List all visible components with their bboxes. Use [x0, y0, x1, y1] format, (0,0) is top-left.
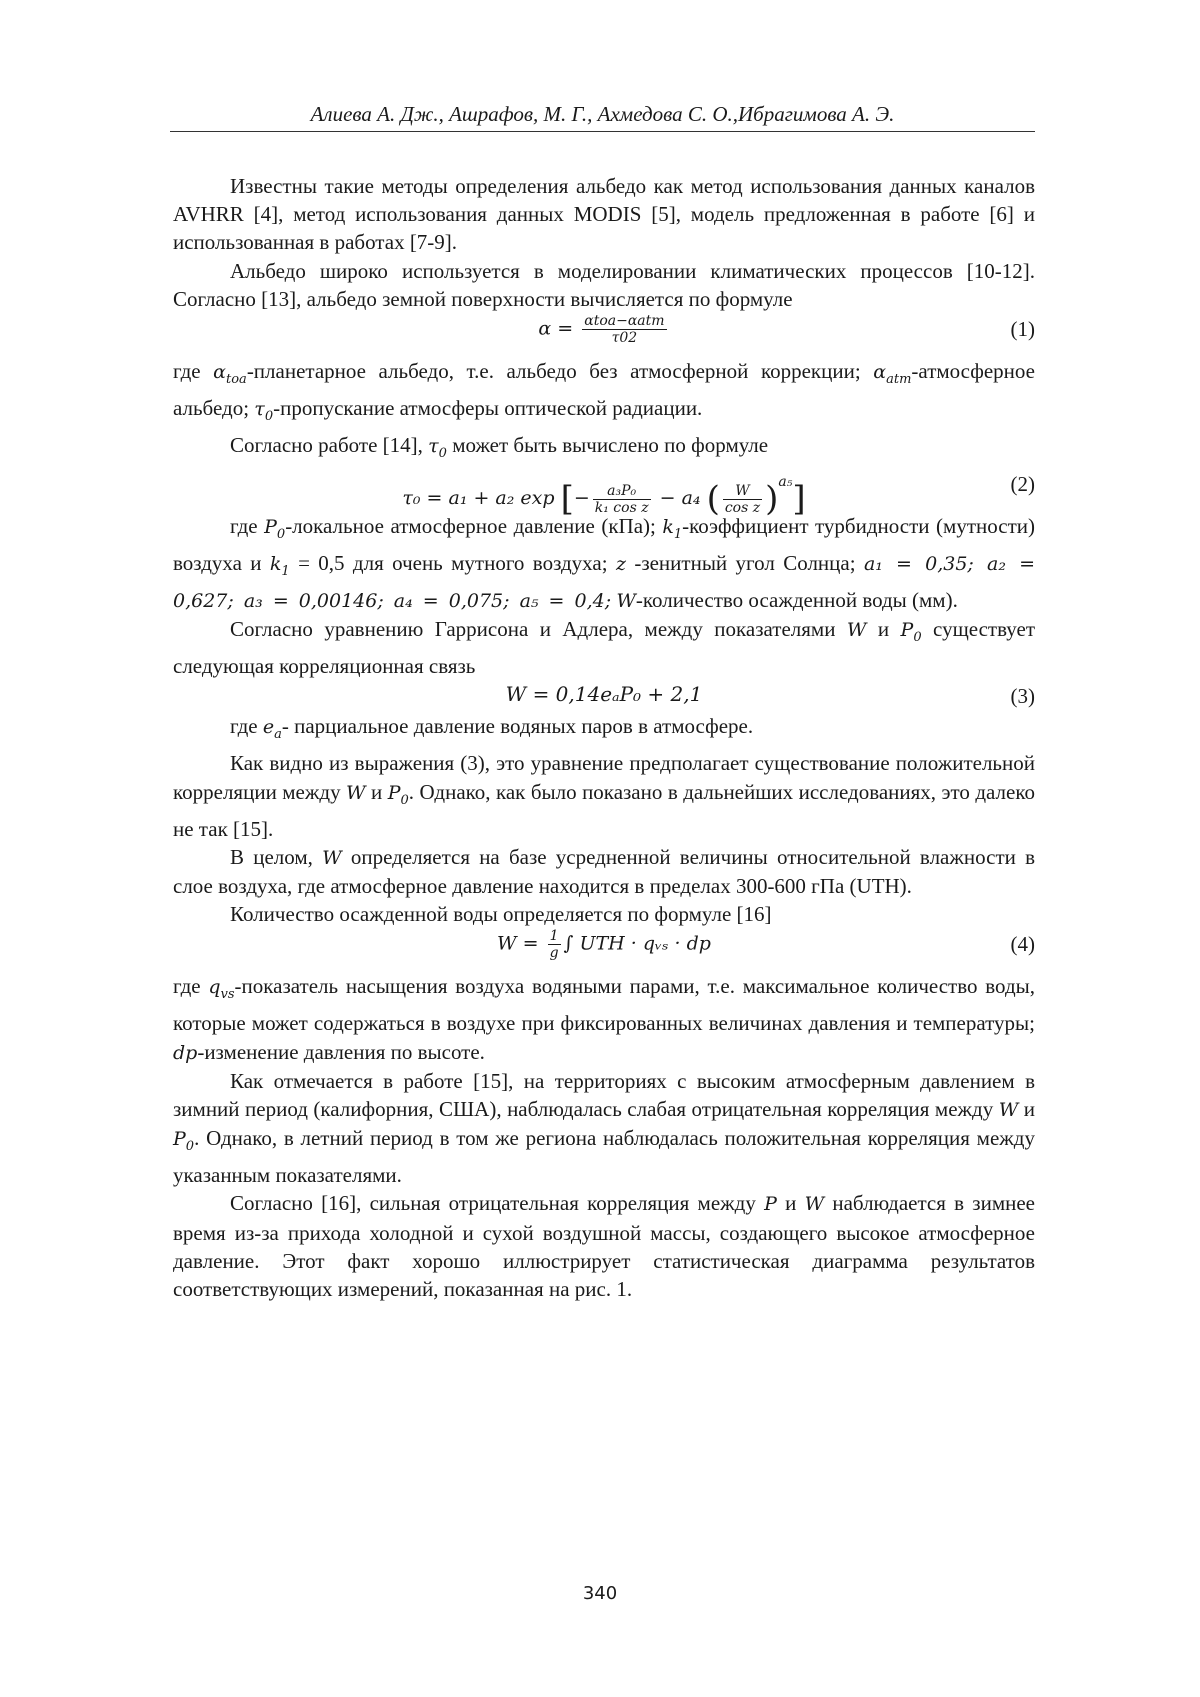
- equation-4-rhs: ∫ UTH · qᵥₛ · dp: [563, 932, 711, 955]
- paragraph-5-text: -зенитный угол Солнца;: [625, 551, 864, 576]
- symbol-alpha-atm: [873, 361, 912, 387]
- paragraph-11-text: -показатель насыщения воздуха водяными парами, т.е. максимальное количество воды, которые может содержаться в воздухе при фиксированных величинах давления и температуры;: [173, 974, 1035, 1036]
- paragraph-12-text: . Однако, в летний период в том же региона наблюдалась положительная корреляция между указанным показателями.: [173, 1126, 1035, 1188]
- symbol-p-0: [387, 781, 409, 808]
- equation-2-fraction-2: [723, 483, 762, 516]
- symbol-k-1-base: k: [269, 553, 282, 576]
- symbol-k-1-sub: 1: [281, 563, 290, 579]
- page-body: [173, 172, 1035, 1303]
- paragraph-3-text: -атмосферное альбедо;: [173, 359, 1036, 421]
- paragraph-8: [173, 749, 1035, 842]
- equation-1-formula: [538, 313, 669, 346]
- paragraph-11-text: -изменение давления по высоте.: [197, 1039, 485, 1064]
- paragraph-5-text: где: [230, 514, 265, 539]
- minus-sign: −: [573, 487, 590, 510]
- paragraph-11-text: где: [173, 974, 209, 999]
- equation-2-fraction-1-numerator: a₃P₀: [593, 483, 651, 500]
- paragraph-13-text: и: [776, 1191, 805, 1216]
- symbol-w: W: [804, 1193, 825, 1216]
- equation-1: [173, 313, 1035, 357]
- equation-4-fraction-denominator: g: [549, 945, 559, 962]
- symbol-p-0-sub: 0: [400, 792, 409, 808]
- symbol-k-1-base: k: [662, 516, 674, 539]
- right-paren: ): [765, 479, 779, 520]
- equation-4-number: (4): [1010, 932, 1035, 957]
- symbol-alpha-atm-sub: atm: [886, 371, 912, 387]
- symbol-k-1-sub: 1: [673, 526, 683, 542]
- symbol-w: W: [846, 619, 867, 642]
- equation-4-fraction: [548, 928, 561, 961]
- paragraph-5: [173, 512, 1035, 615]
- equation-2-lhs: τ₀ = a₁ + a₂ exp: [402, 487, 561, 510]
- running-header: Алиева А. Дж., Ашрафов, М. Г., Ахмедова С. О.,Ибрагимова А. Э.: [310, 102, 895, 126]
- paragraph-10: Количество осажденной воды определяется по формуле [16]: [230, 902, 772, 927]
- paragraph-5-text: -количество осажденной воды (мм).: [635, 588, 958, 613]
- symbol-e-a: [262, 716, 282, 743]
- symbol-p-0: [264, 516, 286, 542]
- equation-2-exponent: a₅: [778, 474, 793, 491]
- paragraph-7: [173, 712, 1035, 749]
- paragraph-4-text: может быть вычислено по формуле: [446, 433, 769, 458]
- equation-1-lhs: α =: [538, 317, 580, 340]
- equation-2-middle: − a₄: [653, 487, 707, 510]
- symbol-dp: dp: [173, 1041, 198, 1064]
- paragraph-7-text: где: [230, 714, 263, 739]
- paragraph-12-text: и: [1018, 1097, 1035, 1122]
- symbol-p-0-base: P: [264, 516, 277, 539]
- page-number: 340: [582, 1583, 618, 1604]
- symbol-p-0-base: P: [900, 619, 914, 642]
- paragraph-12-text: Как отмечается в работе [15], на территориях с высоким атмосферным давлением в зимний период (калифорния, США), наблюдалась слабая отрицательная корреляция между: [173, 1068, 1035, 1122]
- equation-4-lhs: W =: [497, 932, 545, 955]
- symbol-p-0: [173, 1128, 195, 1155]
- right-bracket: ]: [792, 479, 806, 520]
- paragraph-4: [173, 431, 1035, 468]
- paragraph-8-text: и: [365, 779, 388, 804]
- symbol-alpha-toa-sub: toa: [226, 371, 247, 387]
- symbol-tau-0-base: τ: [254, 398, 265, 421]
- symbol-z: z: [615, 553, 626, 576]
- paragraph-2: Альбедо широко используется в моделировании климатических процессов [10-12]. Согласно [13], альбедо земной поверхности вычисляется по формуле: [173, 258, 1035, 311]
- equation-4: [173, 928, 1035, 972]
- paragraph-6: [173, 615, 1035, 680]
- symbol-alpha-atm-base: α: [873, 361, 887, 384]
- paragraph-5-text: = 0,5 для очень мутного воздуха;: [289, 551, 616, 576]
- equation-2-fraction-1-denominator: k₁ cos z: [594, 499, 649, 516]
- paragraph-11: [173, 972, 1035, 1066]
- coefficient-values: a₁ = 0,35; a₂ = 0,627; a₃ = 0,00146; a₄ = 0,075; a₅ = 0,4;: [173, 553, 1036, 613]
- paragraph-8-text: Как видно из выражения (3), это уравнение предполагает существование положительной корреляции между: [173, 751, 1035, 804]
- paragraph-13: [173, 1189, 1035, 1303]
- symbol-tau-0-sub: 0: [438, 445, 447, 461]
- symbol-q-vs-base: q: [208, 976, 221, 999]
- equation-2-formula: [402, 468, 806, 520]
- paragraph-13-text: наблюдается в зимнее время из-за прихода холодной и сухой воздушной массы, создающего высокое атмосферное давление. Этот факт хорошо иллюстрирует статистическая диаграмма результатов соответствующих измерений, показанная на рис. 1.: [173, 1191, 1035, 1302]
- paragraph-4-text: Согласно работе [14],: [230, 433, 429, 458]
- left-bracket: [: [560, 479, 574, 520]
- equation-3: [173, 680, 1035, 712]
- symbol-q-vs: [208, 976, 235, 1003]
- equation-4-formula: [497, 928, 711, 961]
- symbol-alpha-toa-base: α: [213, 361, 226, 384]
- symbol-q-vs-sub: vs: [220, 987, 235, 1003]
- paragraph-6-text: и: [866, 617, 901, 642]
- paragraph-3-text: -планетарное альбедо, т.е. альбедо без атмосферной коррекции;: [246, 359, 874, 384]
- symbol-e-a-sub: a: [274, 727, 282, 743]
- symbol-tau-0: [254, 398, 274, 424]
- paragraph-3-text: где: [173, 359, 214, 384]
- paragraph-6-text: существует следующая корреляционная связь: [173, 617, 1035, 679]
- equation-1-denominator: τ02: [611, 330, 638, 347]
- equation-1-numerator: αtoa−αatm: [584, 313, 665, 330]
- symbol-e-a-base: e: [262, 716, 275, 739]
- symbol-w: W: [322, 846, 342, 869]
- symbol-w: W: [346, 781, 366, 804]
- paragraph-7-text: - парциальное давление водяных паров в атмосфере.: [281, 714, 754, 739]
- symbol-w: W: [998, 1099, 1019, 1122]
- equation-4-fraction-numerator: 1: [548, 928, 561, 945]
- paragraph-9: [173, 843, 1035, 900]
- symbol-p-0-base: P: [387, 781, 401, 804]
- symbol-p-0-sub: 0: [276, 526, 286, 542]
- header-rule: [170, 131, 1035, 132]
- equation-2-fraction-2-numerator: W: [723, 483, 762, 500]
- equation-2: [173, 468, 1035, 520]
- symbol-alpha-toa: [213, 361, 247, 387]
- symbol-w: W: [616, 590, 636, 613]
- equation-3-formula: W = 0,14eₐP₀ + 2,1: [505, 682, 703, 707]
- paragraph-9-text: определяется на базе усредненной величины относительной влажности в слое воздуха, где атмосферное давление находится в пределах 300-600 гПа (UTH).: [173, 844, 1035, 899]
- left-paren: (: [706, 479, 720, 520]
- symbol-p-0-base: P: [173, 1128, 186, 1151]
- equation-2-number: (2): [1010, 472, 1035, 497]
- symbol-p-0-sub: 0: [913, 630, 922, 646]
- paragraph-13-text: Согласно [16], сильная отрицательная корреляция между: [230, 1191, 765, 1216]
- symbol-p-0-sub: 0: [185, 1139, 195, 1155]
- symbol-k-1: [269, 553, 290, 579]
- paragraph-3-text: -пропускание атмосферы оптической радиации.: [273, 396, 703, 421]
- equation-1-fraction: [582, 313, 666, 346]
- paragraph-1: Известны такие методы определения альбедо как метод использования данных каналов AVHRR [4], метод использования данных MODIS [5], модель предложенная в работе [6] и использованная в работах [7-9].: [173, 174, 1035, 255]
- symbol-p: P: [764, 1193, 777, 1216]
- paragraph-8-text: . Однако, как было показано в дальнейших исследованиях, это далеко не так [15].: [173, 779, 1035, 841]
- paragraph-6-text: Согласно уравнению Гаррисона и Адлера, между показателями: [230, 617, 847, 642]
- equation-2-fraction-1: [593, 483, 651, 516]
- equation-2-fraction-2-denominator: cos z: [724, 499, 761, 516]
- symbol-tau-0: [428, 435, 447, 461]
- symbol-tau-0-sub: 0: [264, 408, 274, 424]
- paragraph-9-text: В целом,: [230, 844, 323, 869]
- paragraph-5-text: -локальное атмосферное давление (кПа);: [285, 514, 663, 539]
- symbol-k-1: [662, 516, 683, 542]
- equation-3-number: (3): [1010, 684, 1035, 709]
- paragraph-5-text: -коэффициент турбидности (мутности) воздуха и: [173, 514, 1035, 576]
- paragraph-3: [173, 357, 1035, 431]
- symbol-p-0: [900, 619, 922, 646]
- paragraph-12: [173, 1067, 1035, 1190]
- equation-1-number: (1): [1010, 317, 1035, 342]
- symbol-tau-0-base: τ: [428, 435, 439, 458]
